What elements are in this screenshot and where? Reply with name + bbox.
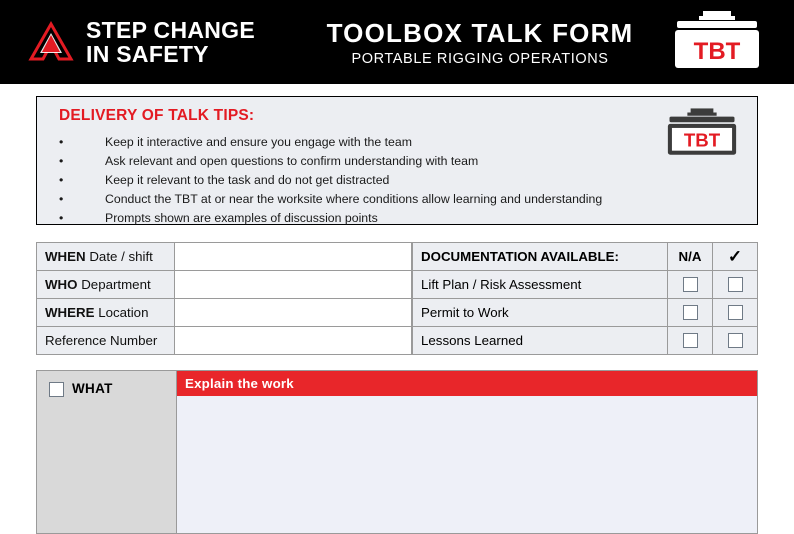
list-item	[59, 133, 679, 152]
checkbox-icon[interactable]	[683, 333, 698, 348]
row-label-where	[37, 299, 175, 327]
checkbox-icon[interactable]	[728, 277, 743, 292]
bullet-icon: •	[59, 173, 64, 187]
doc-label-lift-plan: Lift Plan / Risk Assessment	[413, 271, 668, 299]
who-input[interactable]	[175, 271, 412, 299]
label-rest: Date / shift	[85, 249, 153, 264]
label-strong: WHO	[45, 277, 78, 292]
checkbox-icon[interactable]	[683, 305, 698, 320]
checkbox-icon[interactable]	[728, 305, 743, 320]
tips-list	[59, 133, 679, 228]
row-label-reference	[37, 327, 175, 355]
label-rest: Department	[77, 277, 151, 292]
table-row	[413, 271, 758, 299]
list-item	[59, 152, 679, 171]
doc-na-checkbox-lift-plan[interactable]	[668, 271, 713, 299]
tips-toolbox	[663, 105, 741, 164]
toolbox-icon	[669, 7, 765, 78]
svg-text:TBT: TBT	[693, 37, 741, 65]
table-row	[413, 299, 758, 327]
checkbox-icon[interactable]	[728, 333, 743, 348]
tip-text: Ask relevant and open questions to confirm understanding with team	[105, 154, 479, 168]
brand-text	[86, 18, 255, 66]
bullet-icon: •	[59, 211, 64, 225]
page-subtitle: PORTABLE RIGGING OPERATIONS	[351, 50, 609, 67]
toolbox-icon	[663, 129, 741, 163]
list-item	[59, 209, 679, 228]
documentation-heading: DOCUMENTATION AVAILABLE:	[413, 243, 668, 271]
column-header-tick	[713, 243, 758, 271]
what-label-cell	[37, 371, 177, 533]
list-item	[59, 171, 679, 190]
brand-line-2: IN SAFETY	[86, 41, 209, 67]
list-item	[59, 190, 679, 209]
brand-logo	[28, 18, 328, 66]
tip-text: Keep it interactive and ensure you engage with the team	[105, 135, 412, 149]
what-label: WHAT	[72, 381, 113, 396]
triangle-logo-icon	[28, 19, 74, 65]
table-row	[37, 271, 412, 299]
tip-text: Keep it relevant to the task and do not get distracted	[105, 173, 390, 187]
what-content	[177, 371, 757, 533]
doc-na-checkbox-permit[interactable]	[668, 299, 713, 327]
tip-text: Prompts shown are examples of discussion points	[105, 211, 378, 225]
delivery-tips-panel	[36, 96, 758, 225]
row-label-who	[37, 271, 175, 299]
tip-text: Conduct the TBT at or near the worksite where conditions allow learning and understanding	[105, 192, 603, 206]
label-strong: WHERE	[45, 305, 95, 320]
brand-line-1: STEP CHANGE	[86, 17, 256, 43]
where-input[interactable]	[175, 299, 412, 327]
bullet-icon: •	[59, 154, 64, 168]
checkbox-icon[interactable]	[683, 277, 698, 292]
column-header-na: N/A	[668, 243, 713, 271]
label-strong: WHEN	[45, 249, 86, 264]
tips-heading: DELIVERY OF TALK TIPS:	[59, 107, 255, 124]
reference-number-input[interactable]	[175, 327, 412, 355]
title-block	[298, 18, 662, 67]
check-icon: ✓	[727, 247, 743, 266]
doc-na-checkbox-lessons[interactable]	[668, 327, 713, 355]
table-row	[37, 299, 412, 327]
explain-the-work-bar: Explain the work	[177, 371, 757, 396]
doc-tick-checkbox-lift-plan[interactable]	[713, 271, 758, 299]
label-rest: Reference Number	[45, 333, 158, 348]
documentation-table	[412, 242, 758, 355]
row-label-when	[37, 243, 175, 271]
what-section	[36, 370, 758, 534]
bullet-icon: •	[59, 192, 64, 206]
header-toolbox	[662, 7, 772, 78]
doc-tick-checkbox-permit[interactable]	[713, 299, 758, 327]
table-row	[37, 243, 412, 271]
table-row	[37, 327, 412, 355]
page-header	[0, 0, 794, 84]
table-row	[413, 243, 758, 271]
svg-text:TBT: TBT	[683, 129, 721, 151]
when-input[interactable]	[175, 243, 412, 271]
when-who-where-table	[36, 242, 412, 355]
bullet-icon: •	[59, 135, 64, 149]
doc-label-permit-to-work: Permit to Work	[413, 299, 668, 327]
page-title: TOOLBOX TALK FORM	[326, 17, 634, 48]
what-checkbox[interactable]	[49, 382, 64, 397]
doc-label-lessons-learned: Lessons Learned	[413, 327, 668, 355]
doc-tick-checkbox-lessons[interactable]	[713, 327, 758, 355]
table-row	[413, 327, 758, 355]
label-rest: Location	[94, 305, 149, 320]
